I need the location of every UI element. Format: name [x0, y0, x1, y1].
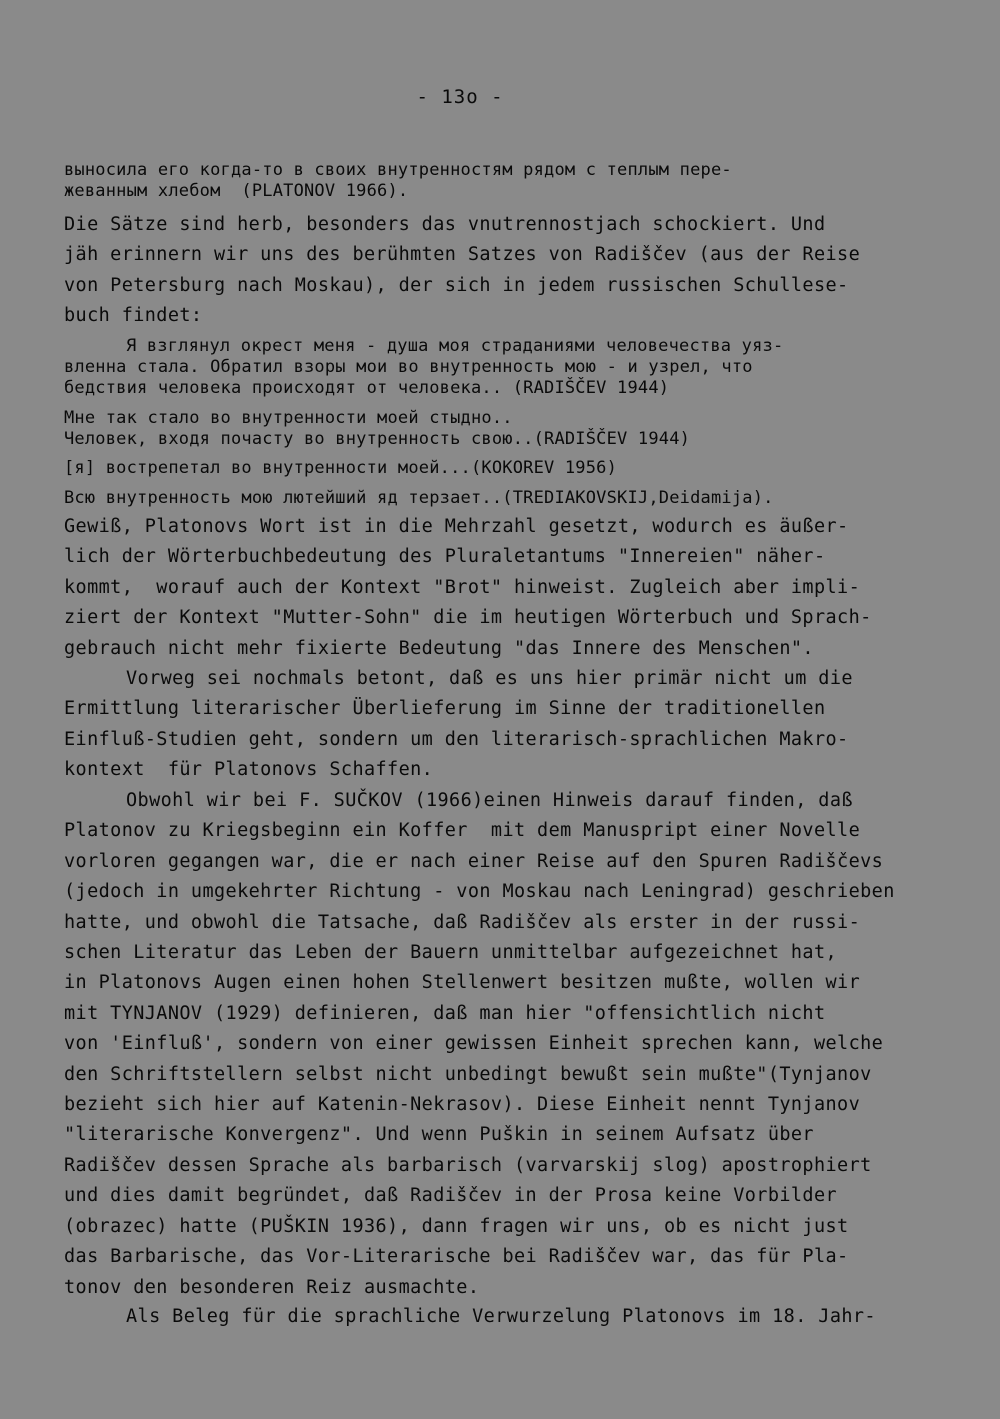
paragraph-line: tonov den besonderen Reiz ausmachte. [64, 1276, 480, 1298]
quote-line: вленна стала. Обратил взоры мои во внутренность мою - и узрел, что [64, 357, 753, 377]
paragraph-line: den Schriftstellern selbst nicht unbedingt bewußt sein mußte"(Tynjanov [64, 1063, 872, 1085]
paragraph-line: kontext für Platonovs Schaffen. [64, 759, 434, 781]
paragraph-line: kommt, worauf auch der Kontext "Brot" hinweist. Zugleich aber impli- [64, 576, 861, 598]
quote-line: Всю внутренность мою лютейший яд терзает..(TREDIAKOVSKIJ,Deidamija). [64, 488, 774, 508]
quote-trediakovskij [64, 488, 934, 509]
paragraph-line: das Barbarische, das Vor-Literarische bei Radiščev war, das für Pla- [64, 1246, 849, 1268]
quote-radiscev-2 [64, 408, 934, 450]
quote-line: Я взглянул окрест меня - душа моя страданиями человечества уяз- [126, 336, 784, 356]
paragraph-line: in Platonovs Augen einen hohen Stellenwert besitzen mußte, wollen wir [64, 972, 861, 994]
paragraph-1 [64, 210, 934, 332]
paragraph-4 [64, 786, 934, 1303]
paragraph-line: gebrauch nicht mehr fixierte Bedeutung "das Innere des Menschen". [64, 637, 814, 659]
quote-line: выносила его когда-то в своих внутренностям рядом с теплым пере- [64, 160, 732, 180]
paragraph-3 [64, 664, 934, 786]
quote-line: [я] вострепетал во внутренности моей...(KOKOREV 1956) [64, 458, 618, 478]
paragraph-line: (jedoch in umgekehrter Richtung - von Moskau nach Leningrad) geschrieben [64, 881, 895, 903]
quote-line: Человек, входя почасту во внутренность свою..(RADIŠČEV 1944) [64, 429, 691, 449]
paragraph-line: vorloren gegangen war, die er nach einer Reise auf den Spuren Radiščevs [64, 850, 884, 872]
paragraph-line: von Petersburg nach Moskau), der sich in jedem russischen Schullese- [64, 274, 849, 296]
paragraph-2 [64, 512, 934, 664]
paragraph-line: hatte, und obwohl die Tatsache, daß Radiščev als erster in der russi- [64, 911, 861, 933]
paragraph-line: Einfluß-Studien geht, sondern um den literarisch-sprachlichen Makro- [64, 728, 849, 750]
quote-kokorev [64, 458, 934, 479]
page-number: - 13o - [416, 86, 504, 108]
paragraph-line: "literarische Konvergenz". Und wenn Puškin in seinem Aufsatz über [64, 1124, 814, 1146]
paragraph-line: schen Literatur das Leben der Bauern unmittelbar aufgezeichnet hat, [64, 942, 838, 964]
paragraph-5 [64, 1302, 934, 1332]
paragraph-line: (obrazec) hatte (PUŠKIN 1936), dann fragen wir uns, ob es nicht just [64, 1215, 849, 1237]
paragraph-line: Die Sätze sind herb, besonders das vnutrennostjach schockiert. Und [64, 214, 826, 235]
paragraph-line: Radiščev dessen Sprache als barbarisch (varvarskij slog) apostrophiert [64, 1154, 872, 1176]
paragraph-line: Ermittlung literarischer Überlieferung im Sinne der traditionellen [64, 698, 826, 720]
paragraph-line: Gewiß, Platonovs Wort ist in die Mehrzahl gesetzt, wodurch es äußer- [64, 516, 849, 537]
quote-platonov [64, 160, 934, 202]
paragraph-line: Als Beleg für die sprachliche Verwurzelung Platonovs im 18. Jahr- [126, 1306, 876, 1327]
paragraph-line: lich der Wörterbuchbedeutung des Pluraletantums "Innereien" näher- [64, 546, 826, 568]
quote-line: Мне так стало во внутренности моей стыдно.. [64, 408, 513, 428]
quote-line: бедствия человека происходят от человека.. (RADIŠČEV 1944) [64, 378, 670, 398]
paragraph-line: bezieht sich hier auf Katenin-Nekrasov). Diese Einheit nennt Tynjanov [64, 1094, 861, 1116]
paragraph-line: jäh erinnern wir uns des berühmten Satzes von Radiščev (aus der Reise [64, 244, 861, 266]
paragraph-line: Platonov zu Kriegsbeginn ein Koffer mit dem Manuspript einer Novelle [64, 820, 861, 842]
paragraph-line: Vorweg sei nochmals betont, daß es uns hier primär nicht um die [126, 668, 853, 689]
paragraph-line: Obwohl wir bei F. SUČKOV (1966)einen Hinweis darauf finden, daß [126, 790, 853, 811]
paragraph-line: und dies damit begründet, daß Radiščev in der Prosa keine Vorbilder [64, 1185, 838, 1207]
quote-radiscev-1 [64, 336, 934, 399]
quote-line: жеванным хлебом (PLATONOV 1966). [64, 181, 409, 201]
paragraph-line: ziert der Kontext "Mutter-Sohn" die im heutigen Wörterbuch und Sprach- [64, 607, 872, 629]
paragraph-line: buch findet: [64, 305, 203, 327]
paragraph-line: von 'Einfluß', sondern von einer gewissen Einheit sprechen kann, welche [64, 1033, 884, 1055]
paragraph-line: mit TYNJANOV (1929) definieren, daß man hier "offensichtlich nicht [64, 1002, 826, 1024]
